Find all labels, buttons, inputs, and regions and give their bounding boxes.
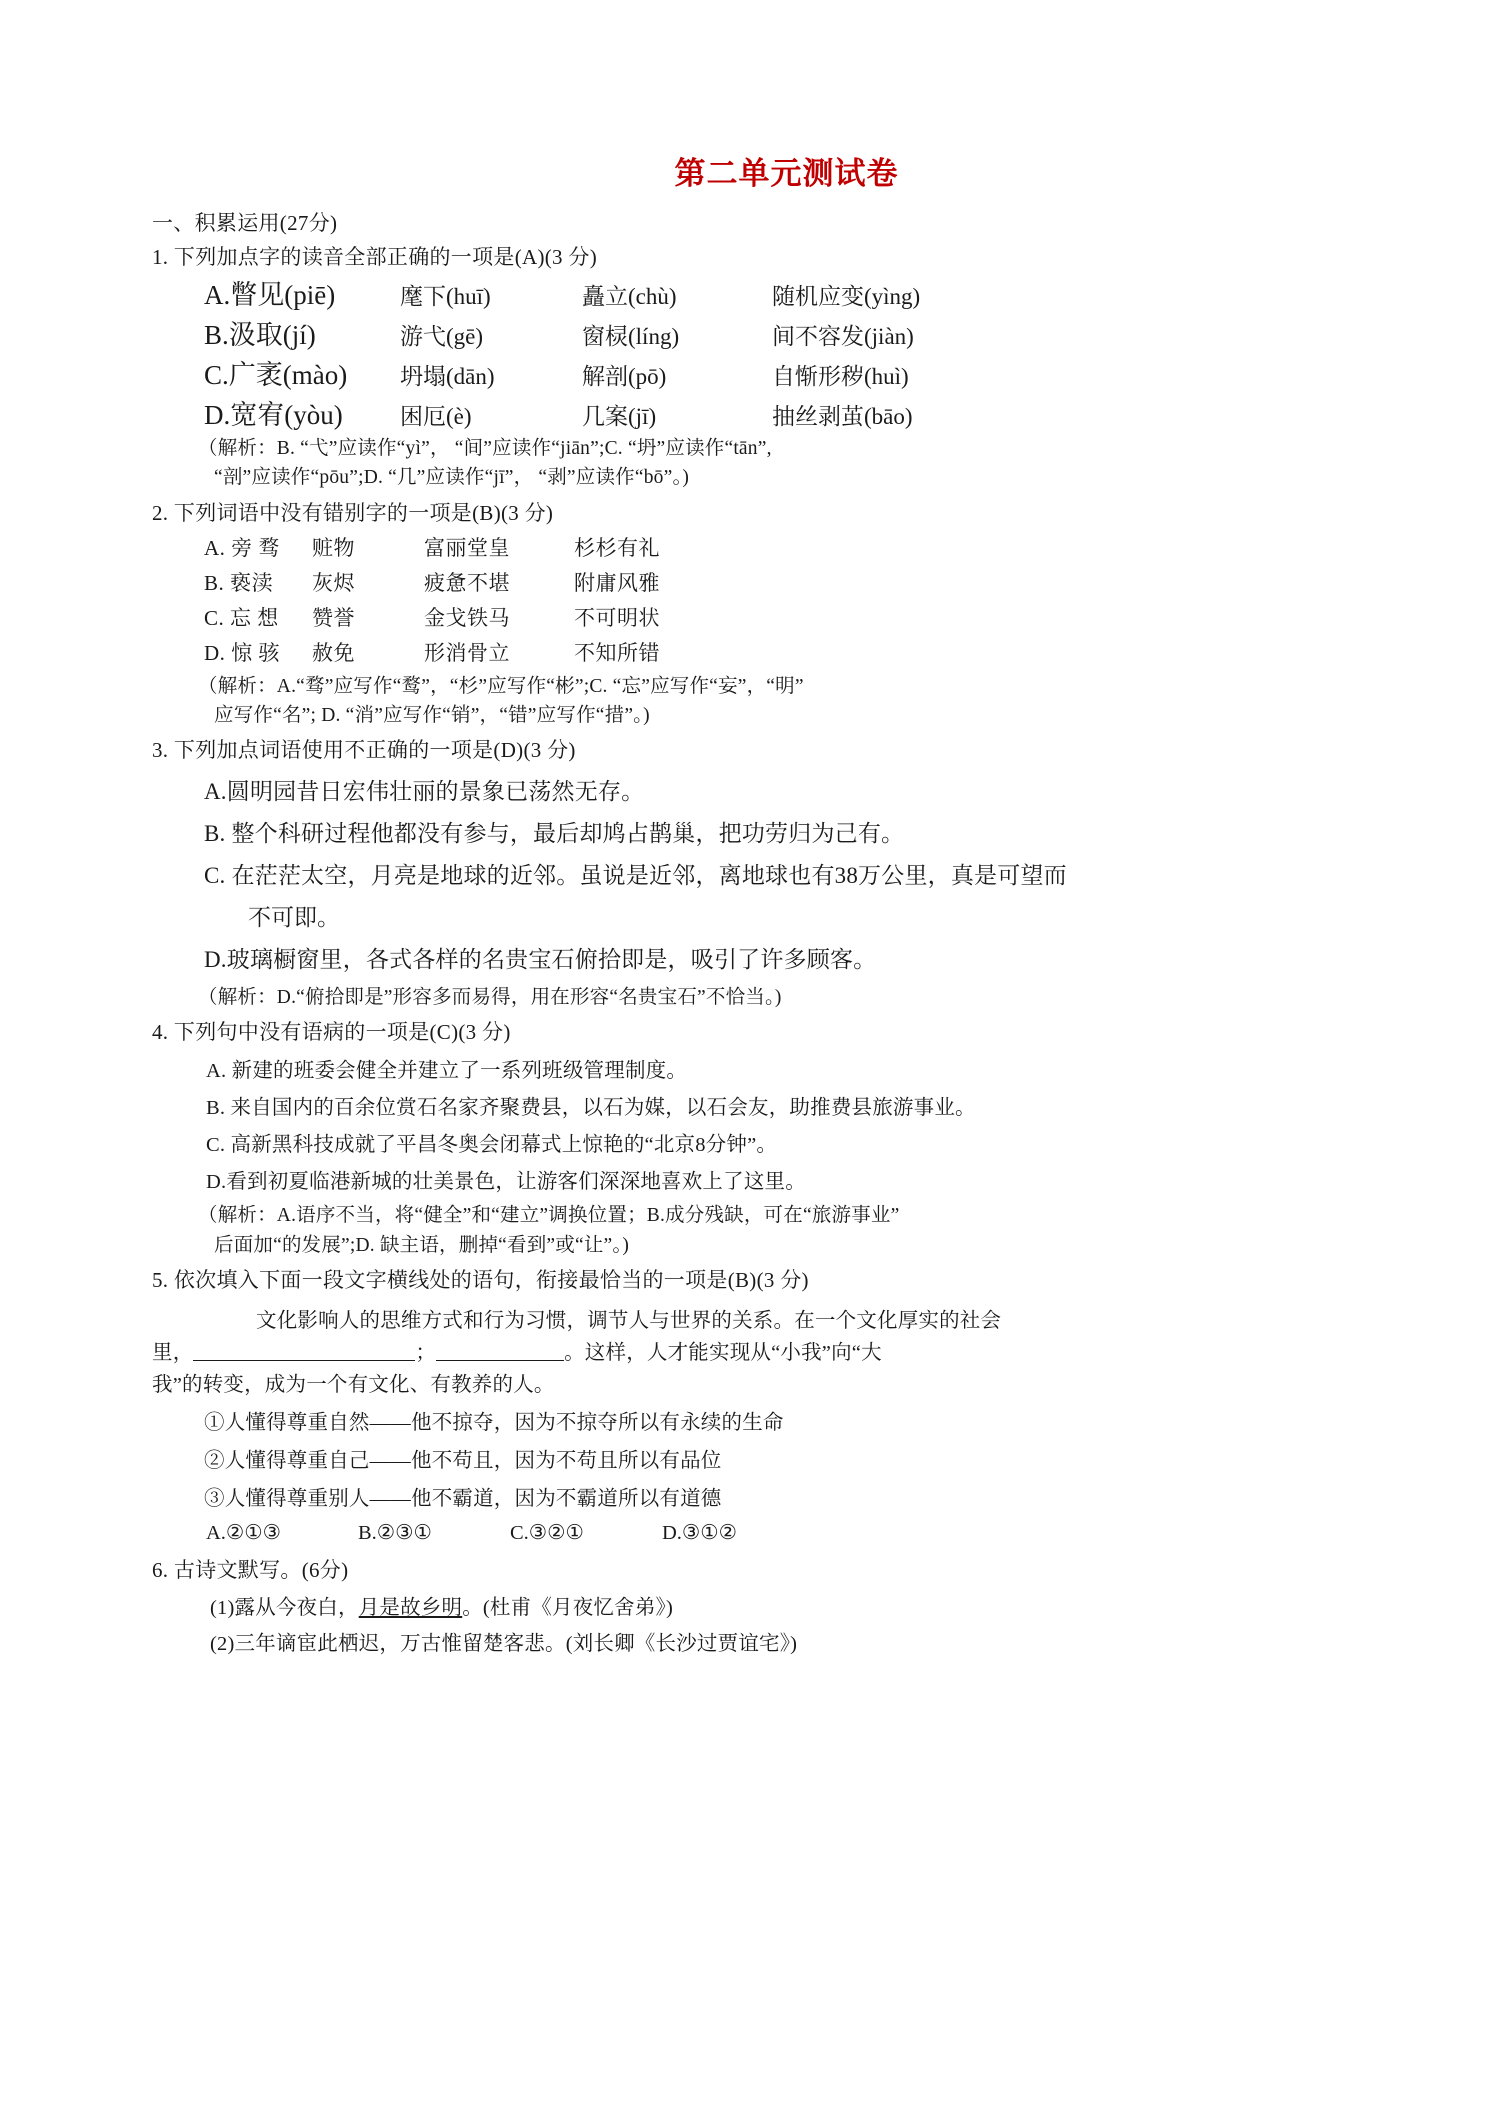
option-item: 赦免 [312,640,355,665]
option-item: 自惭形秽(huì) [772,364,909,389]
option-label: B.汲取(jí) [204,320,316,350]
option-item: 灰烬 [312,570,355,595]
question-2-stem: 2. 下列词语中没有错别字的一项是(B)(3 分) [152,500,554,525]
page-title: 第二单元测试卷 [674,156,899,191]
question-4-stem: 4. 下列句中没有语病的一项是(C)(3 分) [152,1020,511,1045]
option-item: 附庸风雅 [574,570,660,595]
question-5-choice-d[interactable]: D.③①② [662,1521,738,1544]
question-4-option-a: A. 新建的班委会健全并建立了一系列班级管理制度。 [206,1060,688,1083]
passage-fragment: ； [415,1341,437,1364]
question-4-explanation [152,1201,1341,1260]
option-label: A.瞥见(piē) [204,280,336,310]
option-label: D.宽宥(yòu) [204,400,343,430]
question-6-item-2 [152,1626,1341,1656]
explanation-line: 应写作“名”; D. “消”应写作“销”，“错”应写作“措”。) [214,704,650,726]
option-item: 杉杉有礼 [574,535,660,560]
option-item: 赃物 [312,535,355,560]
question-6-item-1 [152,1590,1341,1620]
option-label: C.广袤(mào) [204,360,348,390]
question-5-choice-b[interactable]: B.②③① [358,1521,432,1544]
option-item: 窗棂(líng) [582,324,680,349]
question-1-option-b [152,313,1341,352]
item-prefix: (2)三年谪宦此栖迟，万古惟留楚客悲。(刘长卿《长沙过贾谊宅》) [210,1632,798,1655]
option-item: 不可明状 [574,605,660,630]
question-4-option-c: C. 高新黑科技成就了平昌冬奥会闭幕式上惊艳的“北京8分钟”。 [206,1134,778,1157]
option-label: A. 旁 骛 [204,535,280,560]
option-item: 游弋(gē) [400,324,484,349]
option-item: 富丽堂皇 [424,535,510,560]
option-item: 金戈铁马 [424,605,510,630]
item-prefix: (1)露从今夜白， [210,1596,359,1619]
question-1-option-a [152,273,1341,312]
option-item: 困厄(è) [400,404,472,429]
question-1-option-c [152,353,1341,392]
question-5-item-1: ①人懂得尊重自然——他不掠夺，因为不掠夺所以有永续的生命 [204,1411,784,1434]
option-label: C. 忘 想 [204,605,279,630]
explanation-line: （解析：A.“骛”应写作“鹜”，“杉”应写作“彬”;C. “忘”应写作“妄”，“明” [198,675,804,697]
question-1-option-d [152,393,1341,432]
question-2-option-d [152,637,1341,667]
question-2-option-b [152,567,1341,597]
question-1-explanation [152,434,1341,493]
question-5-item-3: ③人懂得尊重别人——他不霸道，因为不霸道所以有道德 [204,1487,722,1510]
question-3-explanation: （解析：D.“俯拾即是”形容多而易得，用在形容“名贵宝石”不恰当。) [198,987,782,1008]
option-item: 矗立(chù) [582,284,677,309]
question-5-choice-c[interactable]: C.③②① [510,1521,584,1544]
question-2-option-c [152,602,1341,632]
fill-blank-1[interactable] [193,1340,415,1361]
passage-fragment: 里， [152,1341,194,1364]
question-3-stem: 3. 下列加点词语使用不正确的一项是(D)(3 分) [152,738,576,762]
option-item: 几案(jī) [582,404,657,429]
option-label: D. 惊 骇 [204,640,280,665]
question-3-option-b: B. 整个科研过程他都没有参与，最后却鸠占鹊巢，把功劳归为己有。 [204,821,905,846]
explanation-line: （解析：A.语序不当，将“健全”和“建立”调换位置；B.成分残缺，可在“旅游事业” [198,1205,900,1227]
question-3-option-a: A.圆明园昔日宏伟壮丽的景象已荡然无存。 [204,779,645,804]
option-item: 赞誉 [312,605,355,630]
option-item: 麾下(huī) [400,284,491,309]
question-2-explanation [152,672,1341,731]
question-5-choices [152,1520,1341,1545]
question-4-option-d: D.看到初夏临港新城的壮美景色，让游客们深深地喜欢上了这里。 [206,1171,806,1194]
fill-blank-2[interactable] [436,1340,564,1361]
explanation-line: 后面加“的发展”;D. 缺主语，删掉“看到”或“让”。) [214,1234,630,1256]
question-5-choice-a[interactable]: A.②①③ [206,1521,282,1544]
question-6-stem: 6. 古诗文默写。(6分) [152,1557,349,1582]
option-item: 坍塌(dān) [400,364,495,389]
question-5-passage-line-1: 文化影响人的思维方式和行为习惯，调节人与世界的关系。在一个文化厚实的社会 [256,1309,1002,1332]
option-item: 不知所错 [574,640,660,665]
section-heading: 一、积累运用(27分) [152,211,338,235]
question-3-option-d: D.玻璃橱窗里，各式各样的名贵宝石俯拾即是，吸引了许多顾客。 [204,947,877,972]
question-3-option-c-continued: 不可即。 [248,905,340,930]
question-1-stem: 1. 下列加点字的读音全部正确的一项是(A)(3 分) [152,245,597,269]
option-item: 随机应变(yìng) [772,284,921,309]
question-3-option-c: C. 在茫茫太空，月亮是地球的近邻。虽说是近邻，离地球也有38万公里，真是可望而 [204,863,1067,888]
option-label: B. 亵渎 [204,570,274,595]
question-5-stem: 5. 依次填入下面一段文字横线处的语句，衔接最恰当的一项是(B)(3 分) [152,1267,809,1292]
question-2-option-a [152,532,1341,562]
question-5-passage-line-2 [152,1335,1341,1365]
option-item: 解剖(pō) [582,364,667,389]
question-5-passage-line-3: 我”的转变，成为一个有文化、有教养的人。 [152,1373,555,1396]
item-suffix: 。(杜甫《月夜忆舍弟》) [462,1596,674,1619]
question-4-option-b: B. 来自国内的百余位赏石名家齐聚费县，以石为媒，以石会友，助推费县旅游事业。 [206,1097,976,1120]
item-answer: 月是故乡明 [358,1596,463,1619]
option-item: 抽丝剥茧(bāo) [772,404,913,429]
option-item: 形消骨立 [424,640,510,665]
passage-fragment: 。这样，人才能实现从“小我”向“大 [564,1341,882,1364]
option-item: 间不容发(jiàn) [772,324,914,349]
question-5-item-2: ②人懂得尊重自己——他不苟且，因为不苟且所以有品位 [204,1449,722,1472]
explanation-line: “剖”应读作“pōu”;D. “几”应读作“jī”， “剥”应读作“bō”。) [214,467,690,489]
explanation-line: （解析：B. “弋”应读作“yì”， “间”应读作“jiān”;C. “坍”应读作“tān”, [198,438,772,459]
option-item: 疲惫不堪 [424,570,510,595]
